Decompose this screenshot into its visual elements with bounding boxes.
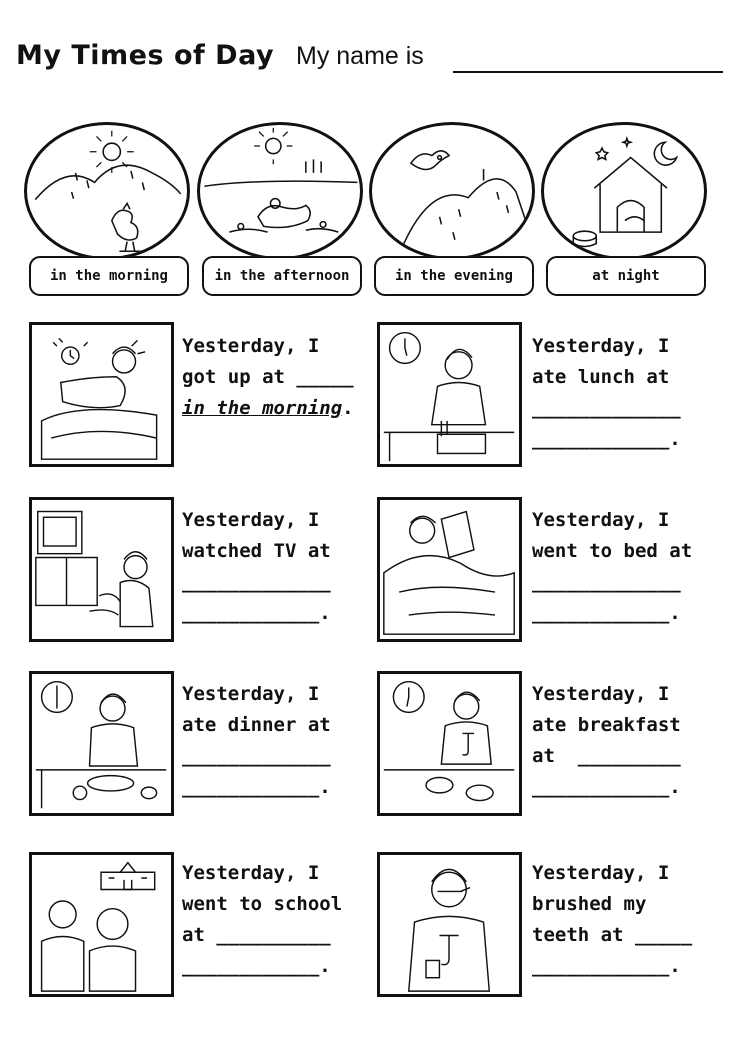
- card-line: ate lunch at: [532, 366, 670, 388]
- answer-blank[interactable]: ____________.: [182, 776, 331, 798]
- card-line: Yesterday, I: [532, 862, 670, 884]
- card-line: went to bed at: [532, 540, 693, 562]
- waking-up-illustration: [29, 322, 174, 467]
- label-in-the-afternoon: in the afternoon: [202, 256, 362, 296]
- afternoon-scene-icon: [197, 122, 363, 260]
- answer-blank[interactable]: teeth at _____: [532, 924, 693, 946]
- card-bed-text: [532, 505, 722, 629]
- card-lunch-text: [532, 331, 722, 455]
- evening-scene-icon: [369, 122, 535, 260]
- answer-blank[interactable]: ____________.: [532, 776, 681, 798]
- label-at-night: at night: [546, 256, 706, 296]
- lunch-illustration: [377, 322, 522, 467]
- card-teeth-text: [532, 858, 722, 982]
- morning-scene-icon: [24, 122, 190, 260]
- card-line: Yesterday, I: [182, 683, 320, 705]
- card-line: got up at _____: [182, 366, 354, 388]
- card-dinner-text: [182, 679, 372, 803]
- card-watched-tv-text: [182, 505, 372, 629]
- answer-blank[interactable]: _____________: [182, 745, 331, 767]
- answer-blank[interactable]: _____________: [182, 571, 331, 593]
- answer-blank[interactable]: ____________.: [532, 428, 681, 450]
- card-line: Yesterday, I: [182, 335, 320, 357]
- card-line: brushed my: [532, 893, 647, 915]
- label-in-the-evening: in the evening: [374, 256, 534, 296]
- card-line: ate breakfast: [532, 714, 681, 736]
- card-line: Yesterday, I: [532, 683, 670, 705]
- card-line: watched TV at: [182, 540, 331, 562]
- card-line: ate dinner at: [182, 714, 331, 736]
- answer-blank[interactable]: ____________.: [182, 602, 331, 624]
- card-line: went to school: [182, 893, 343, 915]
- name-answer-line[interactable]: [453, 71, 723, 73]
- answer-blank[interactable]: ____________.: [532, 955, 681, 977]
- card-breakfast-text: [532, 679, 722, 803]
- answer-blank[interactable]: ____________.: [182, 955, 331, 977]
- school-illustration: [29, 852, 174, 997]
- breakfast-illustration: [377, 671, 522, 816]
- answer-period: .: [342, 397, 354, 419]
- name-label: My name is: [296, 42, 424, 70]
- answer-blank[interactable]: _____________: [532, 397, 681, 419]
- brushing-teeth-illustration: [377, 852, 522, 997]
- card-line: Yesterday, I: [182, 509, 320, 531]
- answer-blank[interactable]: _____________: [532, 571, 681, 593]
- watching-tv-illustration: [29, 497, 174, 642]
- going-to-bed-illustration: [377, 497, 522, 642]
- card-line: Yesterday, I: [532, 509, 670, 531]
- answer-blank[interactable]: at _________: [532, 745, 681, 767]
- dinner-illustration: [29, 671, 174, 816]
- card-school-text: [182, 858, 372, 982]
- label-in-the-morning: in the morning: [29, 256, 189, 296]
- worksheet-title: My Times of Day: [16, 40, 275, 71]
- card-got-up-text: [182, 331, 372, 424]
- answer-blank[interactable]: ____________.: [532, 602, 681, 624]
- night-scene-icon: [541, 122, 707, 260]
- example-answer: in the morning: [182, 397, 343, 419]
- card-line: Yesterday, I: [532, 335, 670, 357]
- answer-blank[interactable]: at __________: [182, 924, 331, 946]
- card-line: Yesterday, I: [182, 862, 320, 884]
